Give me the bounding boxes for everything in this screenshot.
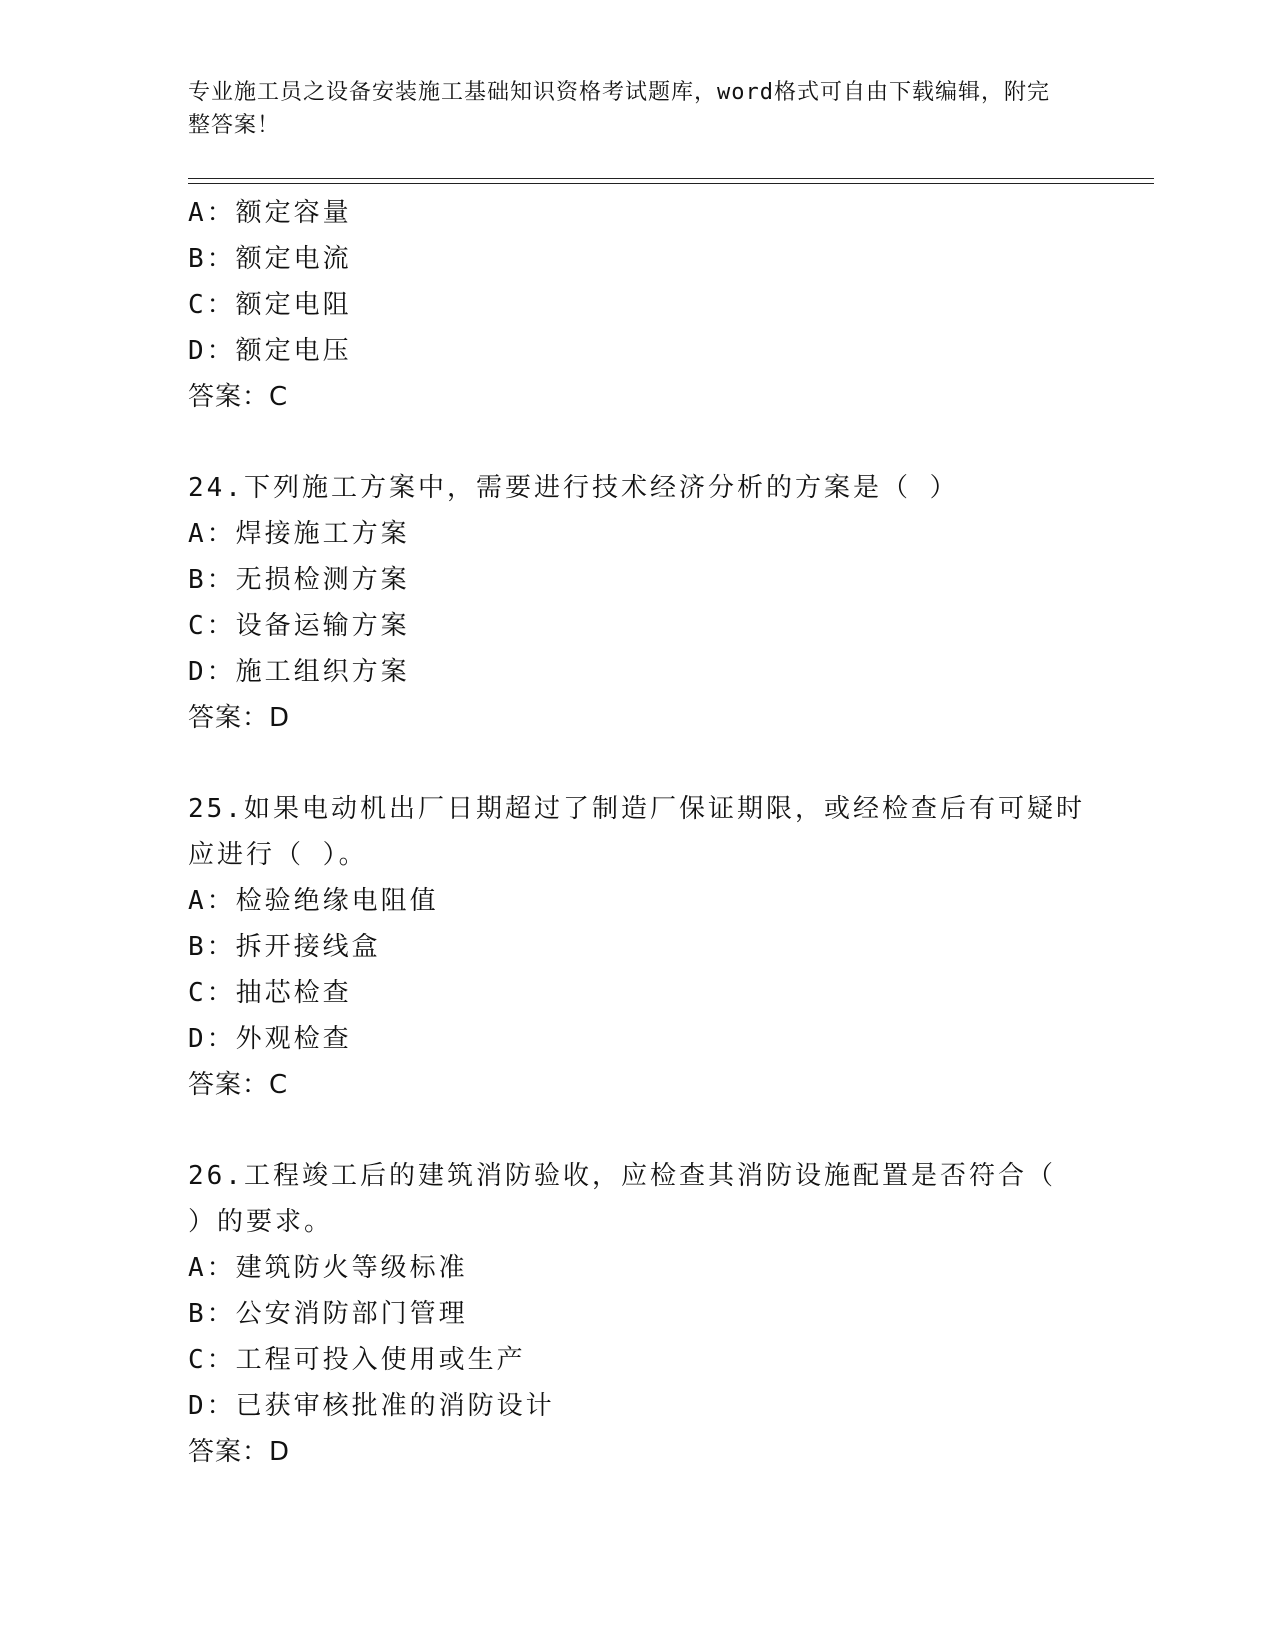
option-a: A：建筑防火等级标准 — [188, 1253, 468, 1283]
answer-line: 答案：C — [188, 1070, 289, 1100]
option-b: B：公安消防部门管理 — [188, 1299, 468, 1329]
option-c: C：设备运输方案 — [188, 611, 410, 641]
option-c: C：工程可投入使用或生产 — [188, 1345, 526, 1375]
question-stem: 26.工程竣工后的建筑消防验收，应检查其消防设施配置是否符合（ ）的要求。 — [188, 1161, 1056, 1237]
answer-line: 答案：D — [188, 1437, 291, 1467]
question-block — [188, 1153, 1108, 1475]
answer-line: 答案：D — [188, 703, 291, 733]
option-d: D：施工组织方案 — [188, 657, 410, 687]
question-block — [188, 786, 1108, 1108]
option-b: B：额定电流 — [188, 244, 352, 274]
option-c: C：额定电阻 — [188, 290, 352, 320]
option-b: B：拆开接线盒 — [188, 932, 381, 962]
question-stem: 24.下列施工方案中，需要进行技术经济分析的方案是（ ） — [188, 473, 959, 503]
option-d: D：已获审核批准的消防设计 — [188, 1391, 555, 1421]
answer-line: 答案：C — [188, 382, 289, 412]
header-divider-bottom — [188, 183, 1154, 184]
option-a: A：额定容量 — [188, 198, 352, 228]
option-c: C：抽芯检查 — [188, 978, 352, 1008]
question-stem: 25.如果电动机出厂日期超过了制造厂保证期限，或经检查后有可疑时应进行（ ）。 — [188, 794, 1085, 870]
document-header: 专业施工员之设备安装施工基础知识资格考试题库，word格式可自由下载编辑，附完整答案！ — [188, 80, 1050, 138]
question-block — [188, 190, 1108, 420]
option-a: A：检验绝缘电阻值 — [188, 886, 439, 916]
option-a: A：焊接施工方案 — [188, 519, 410, 549]
option-d: D：额定电压 — [188, 336, 352, 366]
header-divider-top — [188, 178, 1154, 179]
option-b: B：无损检测方案 — [188, 565, 410, 595]
option-d: D：外观检查 — [188, 1024, 352, 1054]
question-block — [188, 465, 1108, 741]
question-list — [188, 190, 1108, 1475]
